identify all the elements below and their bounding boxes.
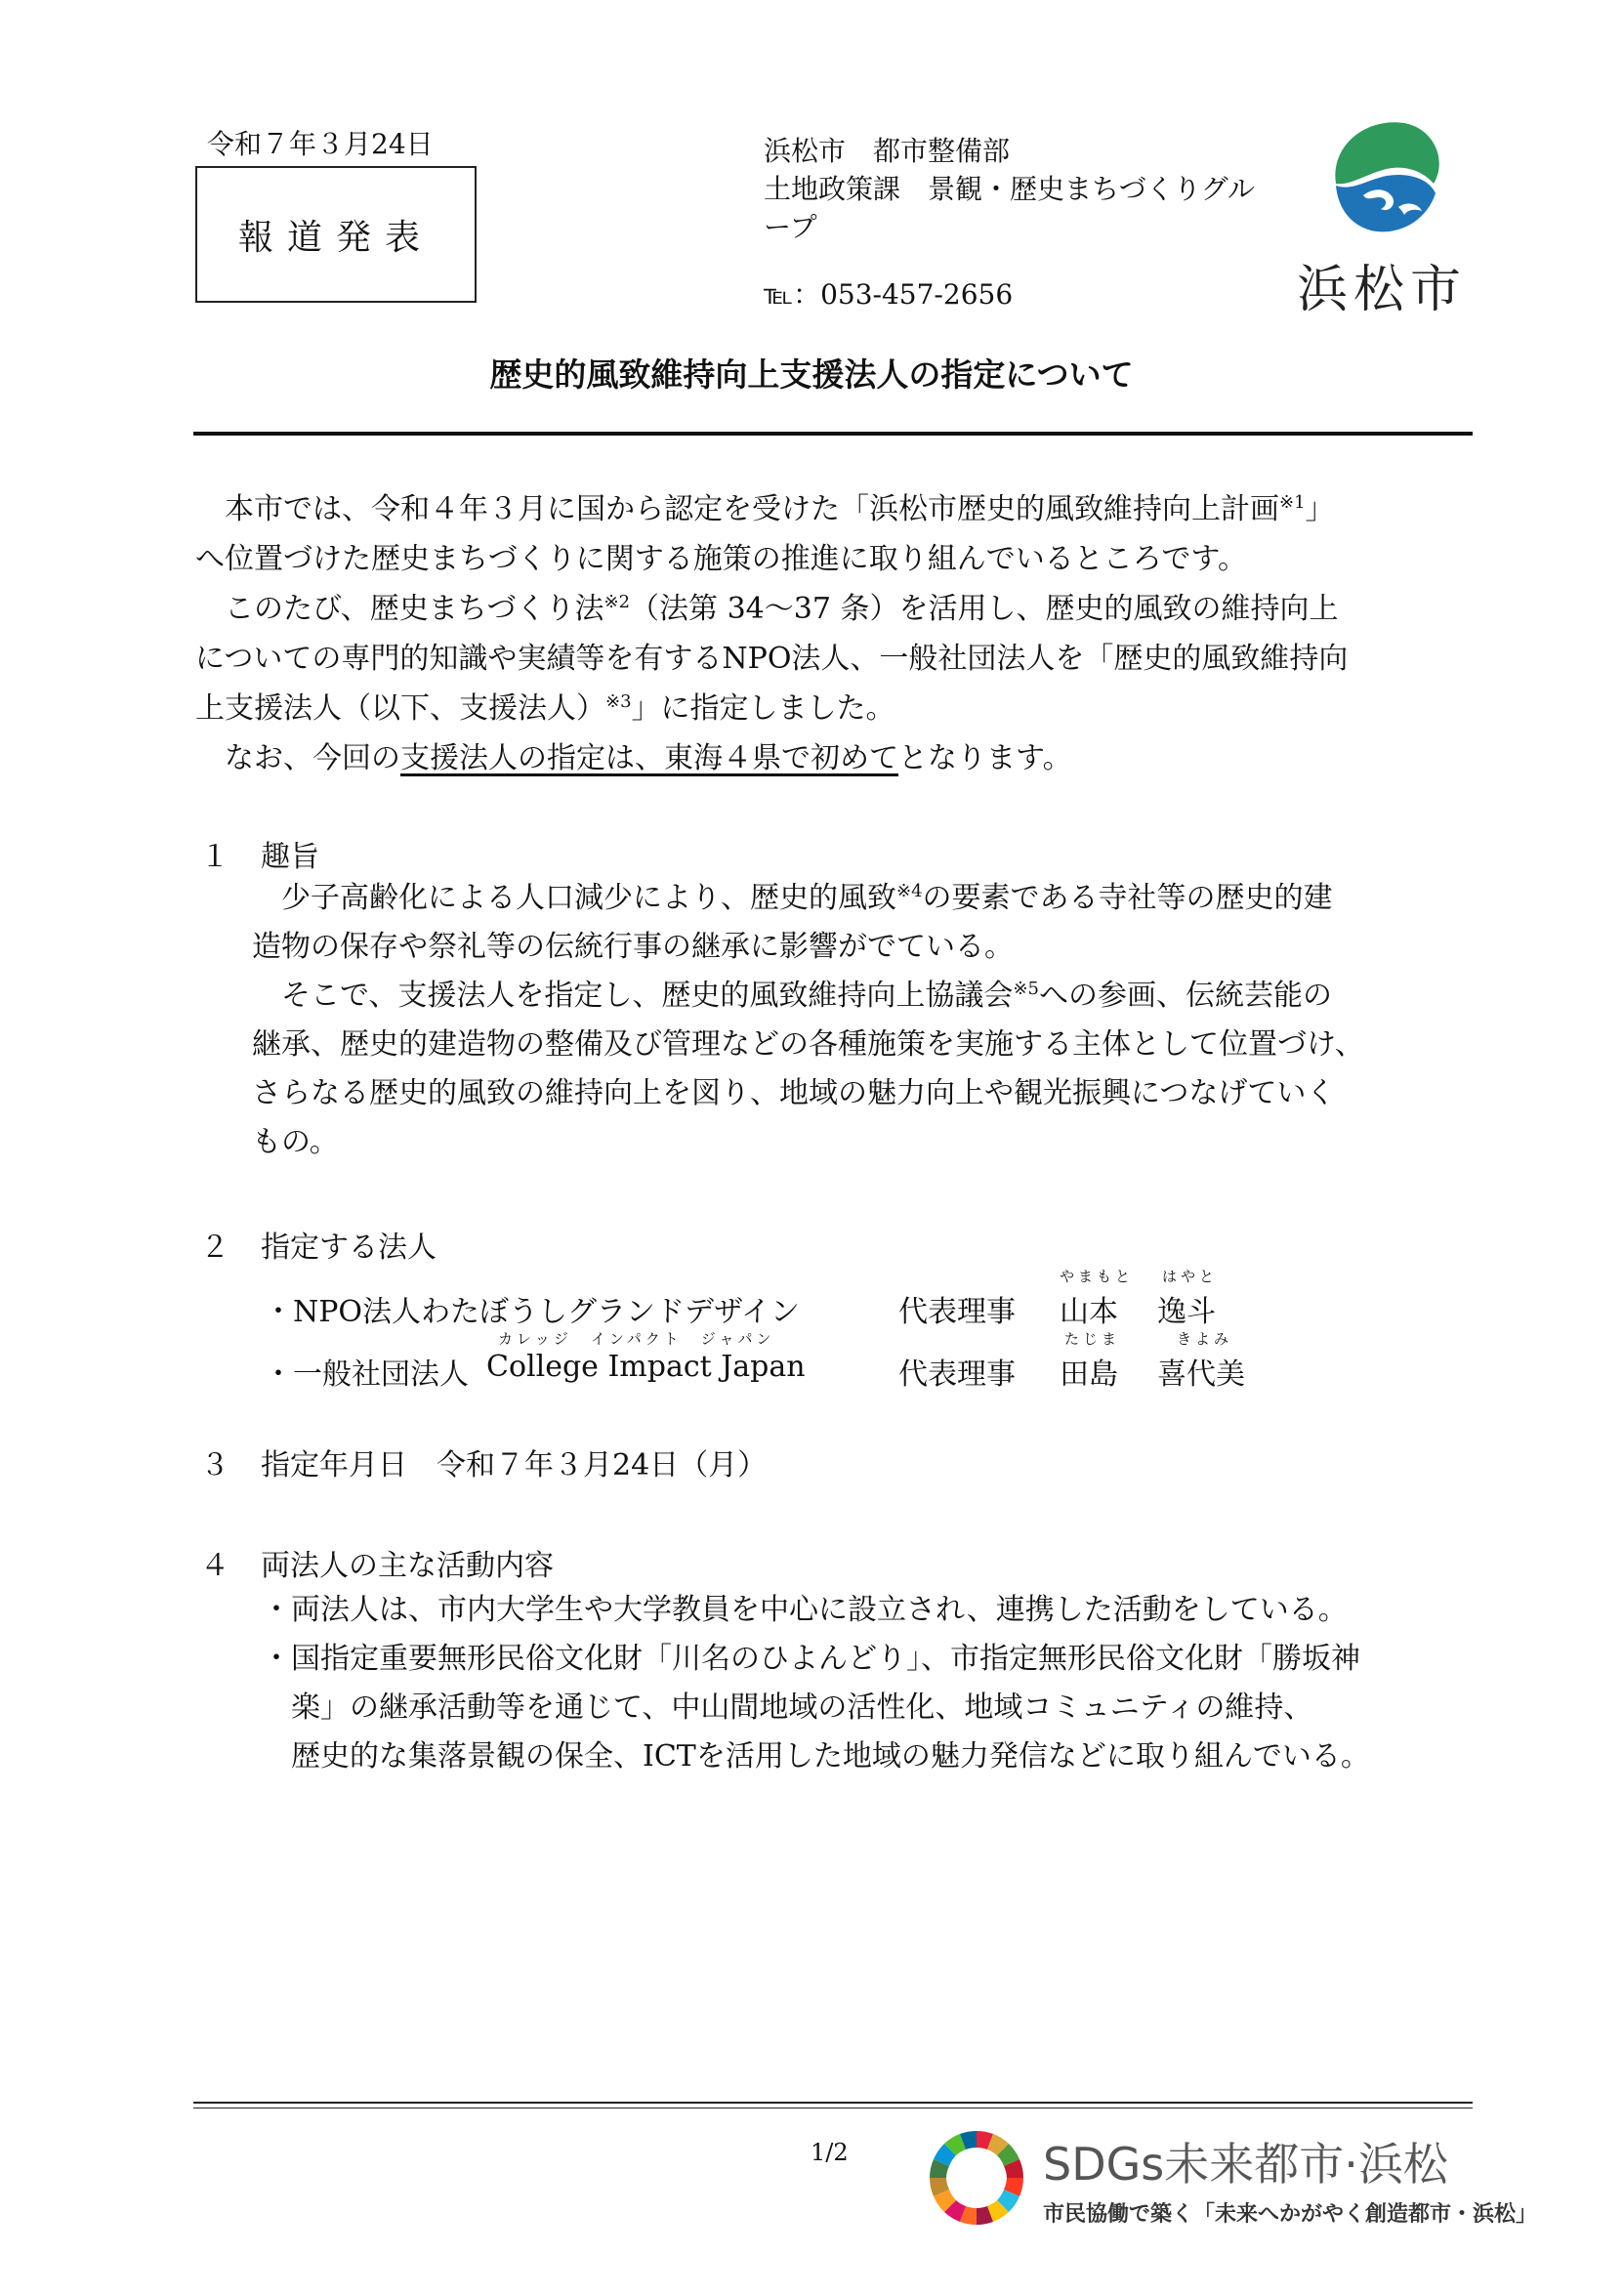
ruby-text: たじま — [1064, 1330, 1121, 1348]
hamamatsu-logo — [1289, 115, 1475, 319]
corporation-1-role: 代表理事 — [898, 1295, 1016, 1329]
ruby-text: カレッジ インパクト ジャパン — [498, 1330, 775, 1348]
footnote-ref: ※5 — [1013, 979, 1039, 999]
footnote-ref: ※3 — [605, 691, 632, 712]
intro-text — [195, 484, 1484, 783]
footnote-ref: ※2 — [603, 592, 631, 612]
footnote-ref: ※4 — [896, 881, 923, 901]
footer-divider — [193, 2102, 1473, 2104]
ruby-text: やまもと — [1060, 1268, 1135, 1285]
page-title: 歴史的風致維持向上支援法人の指定について — [489, 355, 1134, 394]
sdgs-logo — [928, 2129, 1538, 2256]
intro-line: へ位置づけた歴史まちづくりに関する施策の推進に取り組んでいるところです。 — [195, 542, 1247, 576]
representative-surname: 山本 — [1060, 1295, 1118, 1329]
representative-given-name: 喜代美 — [1157, 1357, 1245, 1392]
ruby-text: はやと — [1162, 1268, 1219, 1285]
title-divider — [193, 432, 1473, 436]
highlight-underline: 支援法人の指定は、東海４県で初めて — [400, 741, 898, 775]
sdgs-wheel-icon — [928, 2129, 1025, 2227]
contact-org-line1: 浜松市 都市整備部 — [764, 135, 1011, 167]
representative-given-name: 逸斗 — [1157, 1295, 1216, 1329]
list-item: ・国指定重要無形民俗文化財「川名のひよんどり」、市指定無形民俗文化財「勝坂神 — [262, 1642, 1360, 1676]
contact-org-line3: ープ — [764, 211, 817, 243]
ruby-text: きよみ — [1177, 1330, 1233, 1348]
intro-line: このたび、歴史まちづくり法$^{※2}$（法第 34～37 条）を活用し、歴史的風致の維持向上 — [195, 592, 1339, 626]
section-4-heading: ４ 両法人の主な活動内容 — [200, 1549, 554, 1583]
footnote-ref: ※1 — [1279, 492, 1306, 513]
contact-org-line2: 土地政策課 景観・歴史まちづくりグル — [764, 173, 1255, 205]
contact-tel: ℡：053-457-2656 — [764, 278, 1014, 311]
corporation-1-name: ・NPO法人わたぼうしグランドデザイン — [264, 1295, 800, 1329]
city-logo-text: 浜松市 — [1296, 261, 1467, 319]
list-item: ・両法人は、市内大学生や大学教員を中心に設立され、連携した活動をしている。 — [262, 1593, 1348, 1627]
page-number: 1/2 — [811, 2139, 849, 2166]
section-1-body: 少子高齢化による人口減少により、歴史的風致$^{※4}$の要素である寺社等の歴史的建 造物の保存や祭礼等の伝統行事の継承に影響がでている。 そこで、支援法人を指定し、歴史的風致維持向上協議会$^{※5}$への参画、伝統芸能の 継承、歴史的建造物の整備及び管理などの各種施策を実施する主体として位置づけ、 さらなる歴史的風致の維持向上を図り、地域の魅力向上や観光振興につなげていく もの。 — [252, 881, 1364, 1159]
intro-line: なお、今回の支援法人の指定は、東海４県で初めてとなります。 — [195, 741, 1072, 775]
representative-surname: 田島 — [1060, 1357, 1118, 1392]
corporation-2-role: 代表理事 — [898, 1357, 1016, 1392]
contact-block — [764, 132, 1255, 313]
section-4-body: ・両法人は、市内大学生や大学教員を中心に設立され、連携した活動をしている。 ・国指定重要無形民俗文化財「川名のひよんどり」、市指定無形民俗文化財「勝坂神 楽」の継承活動等を通じて、中山間地域の活性化、地域コミュニティの維持、 歴史的な集落景観の保全、ICTを活用した地域の魅力発信などに取り組んでいる。 — [262, 1586, 1492, 1781]
intro-line: 上支援法人（以下、支援法人）$^{※3}$」に指定しました。 — [195, 691, 895, 726]
section-1-heading: １ 趣旨 — [200, 840, 319, 874]
press-release-badge — [195, 166, 477, 303]
section-3-heading: ３ 指定年月日 令和７年３月24日（月） — [200, 1448, 768, 1482]
corporation-2-prefix: ・一般社団法人 — [264, 1357, 469, 1392]
city-emblem-icon — [1328, 115, 1445, 237]
release-date: 令和７年３月24日 — [207, 128, 434, 160]
corporation-2-name: College Impact Japan — [486, 1350, 806, 1384]
intro-line: についての専門的知識や実績等を有するNPO法人、一般社団法人を「歴史的風致維持向 — [195, 642, 1349, 676]
sdgs-title: SDGs未来都市·浜松 — [1043, 2138, 1448, 2191]
intro-line: 本市では、令和４年３月に国から認定を受けた「浜松市歴史的風致維持向上計画$^{※1}$」 — [195, 492, 1335, 526]
press-release-label: 報道発表 — [237, 217, 434, 258]
sdgs-subtitle: 市民協働で築く「未来へかがやく創造都市・浜松」 — [1043, 2202, 1538, 2227]
section-2-heading: ２ 指定する法人 — [200, 1231, 437, 1265]
